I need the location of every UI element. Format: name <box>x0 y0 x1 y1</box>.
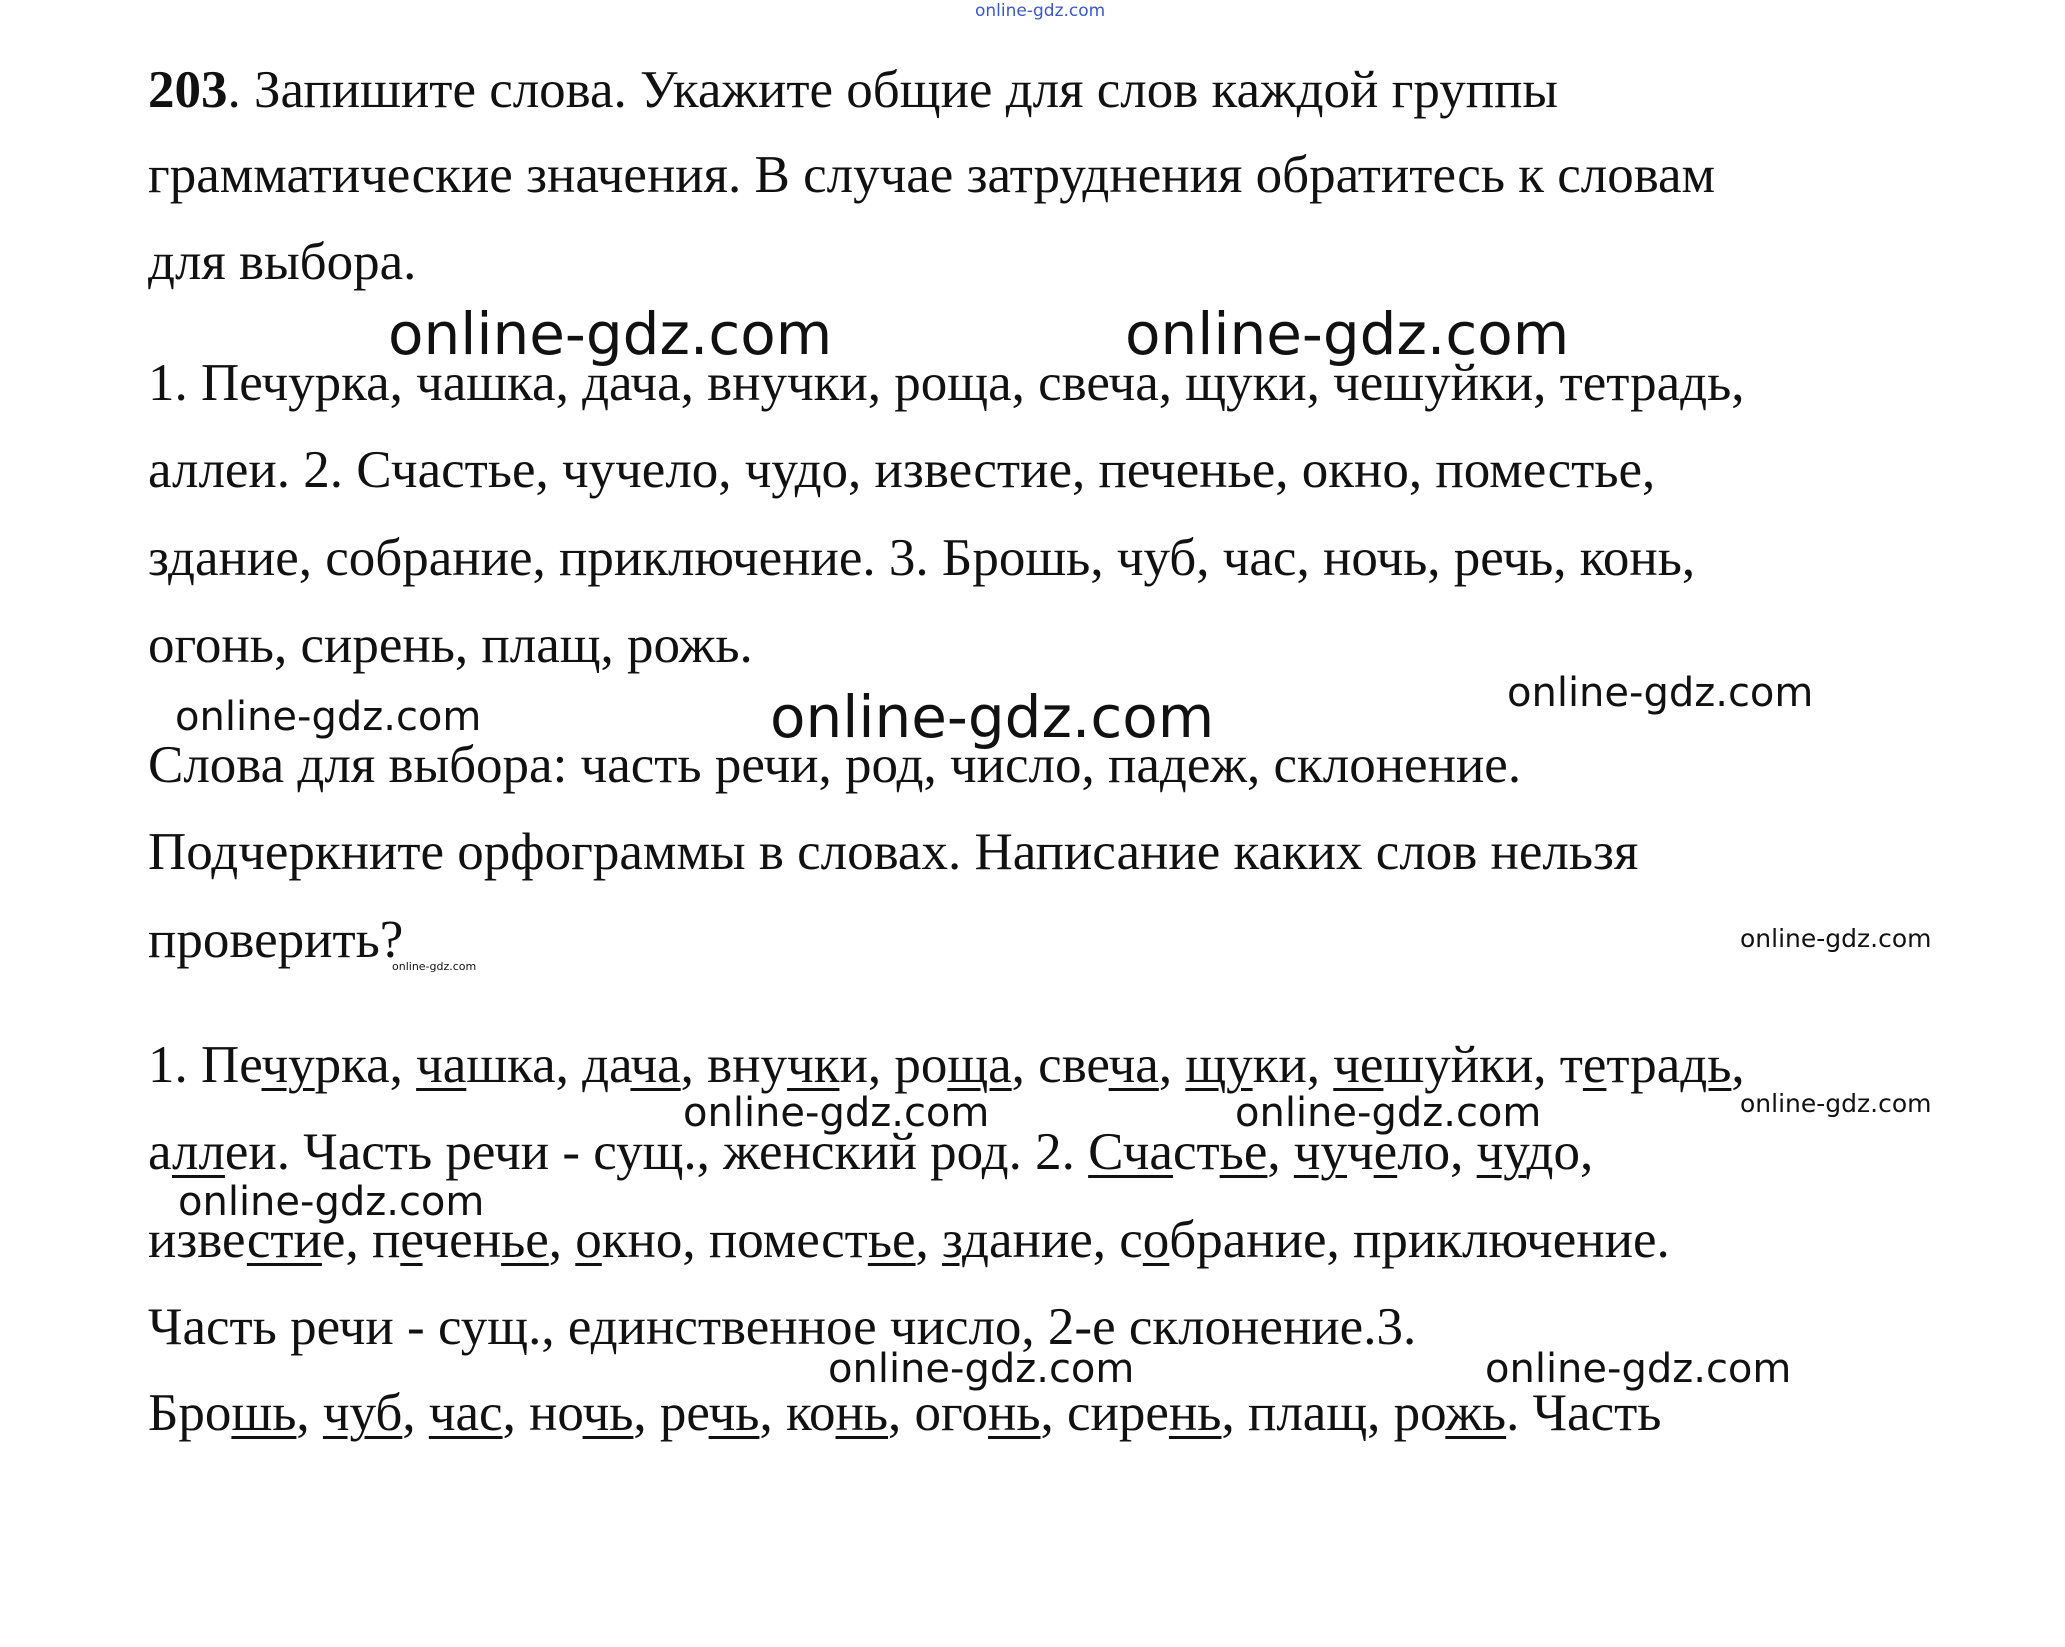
answer-text: чен <box>422 1211 502 1269</box>
words-line-2: аллеи. 2. Счастье, чучело, чудо, известие, печенье, окно, поместье, <box>148 441 1656 499</box>
exercise-task-line-2: грамматические значения. В случае затруднения обратитесь к словам <box>148 146 1716 204</box>
answer-text: , плащ, ро <box>1221 1384 1446 1442</box>
watermark: online-gdz.com <box>392 960 477 973</box>
answer-text: брание, приключение. <box>1169 1211 1670 1269</box>
answer-text: до, <box>1526 1123 1594 1181</box>
answer-text: изве <box>148 1211 247 1269</box>
orthogram-underline: чу <box>1476 1123 1527 1181</box>
exercise-number: 203 <box>148 61 228 119</box>
answer-line-1 <box>148 1035 1745 1095</box>
words-line-3: здание, собрание, приключение. 3. Брошь, чуб, час, ночь, речь, конь, <box>148 529 1696 587</box>
orthogram-underline: о <box>1142 1211 1170 1269</box>
answer-text: шуйки, т <box>1383 1036 1583 1094</box>
answer-text: ки, <box>1252 1036 1334 1094</box>
orthogram-underline: лл <box>172 1123 225 1181</box>
orthogram-underline: чь <box>708 1384 760 1442</box>
orthogram-underline: чу <box>1293 1123 1348 1181</box>
answer-text: еи. Часть речи - сущ., женский род. 2. <box>224 1123 1089 1181</box>
words-line-4: огонь, сирень, плащ, рожь. <box>148 616 753 674</box>
exercise-task-line-1: . Запишите слова. Укажите общие для слов каждой группы <box>227 61 1559 119</box>
orthogram-underline: е <box>1373 1123 1398 1181</box>
answer-text: 1. Пе <box>148 1036 262 1094</box>
orthogram-underline: зд <box>942 1211 989 1269</box>
orthogram-underline: че <box>1333 1036 1384 1094</box>
answer-text: ч <box>1347 1123 1374 1181</box>
answer-text: , ре <box>633 1384 709 1442</box>
answer-text: , <box>1731 1036 1745 1094</box>
answer-text: , <box>915 1211 943 1269</box>
orthogram-underline: нь <box>1168 1384 1222 1442</box>
answer-text: , <box>1158 1036 1186 1094</box>
orthogram-underline: ье <box>501 1211 549 1269</box>
choice-line-1: Слова для выбора: часть речи, род, число, падеж, склонение. <box>148 736 1522 794</box>
orthogram-underline: чь <box>582 1384 634 1442</box>
answer-line-4 <box>148 1297 1416 1357</box>
orthogram-underline: щу <box>1185 1036 1253 1094</box>
orthogram-underline: ча <box>416 1036 467 1094</box>
answer-text: Часть речи - сущ., единственное число, 2-е склонение.3. <box>148 1298 1417 1356</box>
watermark: online-gdz.com <box>1125 300 1570 368</box>
answer-text: ание, с <box>988 1211 1143 1269</box>
answer-text: Бро <box>148 1384 232 1442</box>
orthogram-underline: е <box>1582 1036 1607 1094</box>
orthogram-underline: час <box>428 1384 503 1442</box>
watermark-top: online-gdz.com <box>975 1 1106 21</box>
answer-text: , <box>402 1384 429 1442</box>
watermark: online-gdz.com <box>1507 670 1814 716</box>
answer-text: кно, помест <box>601 1211 868 1269</box>
choice-line-2: Подчеркните орфограммы в словах. Написание каких слов нельзя <box>148 823 1639 881</box>
orthogram-underline: Сча <box>1088 1123 1173 1181</box>
answer-text: ло, <box>1397 1123 1477 1181</box>
answer-text: , ого <box>888 1384 988 1442</box>
orthogram-underline: ча <box>630 1036 681 1094</box>
answer-text: е, п <box>321 1211 401 1269</box>
orthogram-underline: нь <box>987 1384 1041 1442</box>
answer-text: , све <box>1011 1036 1109 1094</box>
words-line-1: 1. Печурка, чашка, дача, внучки, роща, свеча, щуки, чешуйки, тетрадь, <box>148 354 1745 412</box>
orthogram-underline: шь <box>231 1384 297 1442</box>
answer-text: тра <box>1606 1036 1681 1094</box>
orthogram-underline: ща <box>947 1036 1012 1094</box>
answer-text: а <box>148 1123 172 1181</box>
answer-text: . Часть <box>1506 1384 1662 1442</box>
orthogram-underline: ье <box>867 1211 916 1269</box>
orthogram-underline: чк <box>787 1036 840 1094</box>
orthogram-underline: жь <box>1445 1384 1507 1442</box>
answer-text: и, ро <box>839 1036 948 1094</box>
exercise-task-line-3: для выбора. <box>148 233 417 291</box>
orthogram-underline: о <box>575 1211 602 1269</box>
orthogram-underline: сти <box>246 1211 322 1269</box>
answer-text: , <box>1267 1123 1294 1181</box>
watermark: online-gdz.com <box>175 694 482 740</box>
orthogram-underline: нь <box>835 1384 889 1442</box>
watermark: online-gdz.com <box>683 1090 990 1136</box>
answer-text: рка, <box>314 1036 417 1094</box>
answer-text: , <box>296 1384 323 1442</box>
watermark: online-gdz.com <box>828 1346 1135 1392</box>
answer-text: , <box>548 1211 576 1269</box>
watermark: online-gdz.com <box>1235 1090 1542 1136</box>
orthogram-underline: ье <box>1219 1123 1268 1181</box>
answer-text: , ко <box>759 1384 836 1442</box>
watermark: online-gdz.com <box>178 1179 485 1225</box>
watermark: online-gdz.com <box>1740 1089 1932 1118</box>
answer-text: , сире <box>1040 1384 1169 1442</box>
answer-text: шка, да <box>466 1036 631 1094</box>
choice-line-3: проверить? <box>148 911 404 969</box>
exercise-heading <box>148 60 1558 120</box>
watermark: online-gdz.com <box>770 683 1215 751</box>
answer-text: , вну <box>680 1036 788 1094</box>
orthogram-underline: чу <box>261 1036 315 1094</box>
watermark: online-gdz.com <box>388 300 833 368</box>
orthogram-underline: чуб <box>322 1384 403 1442</box>
watermark: online-gdz.com <box>1740 924 1932 953</box>
watermark: online-gdz.com <box>1485 1346 1792 1392</box>
orthogram-underline: е <box>400 1211 423 1269</box>
answer-text: , но <box>502 1384 583 1442</box>
orthogram-underline: дь <box>1680 1036 1732 1094</box>
answer-line-5 <box>148 1383 1661 1443</box>
answer-text: ст <box>1172 1123 1220 1181</box>
orthogram-underline: ча <box>1108 1036 1159 1094</box>
